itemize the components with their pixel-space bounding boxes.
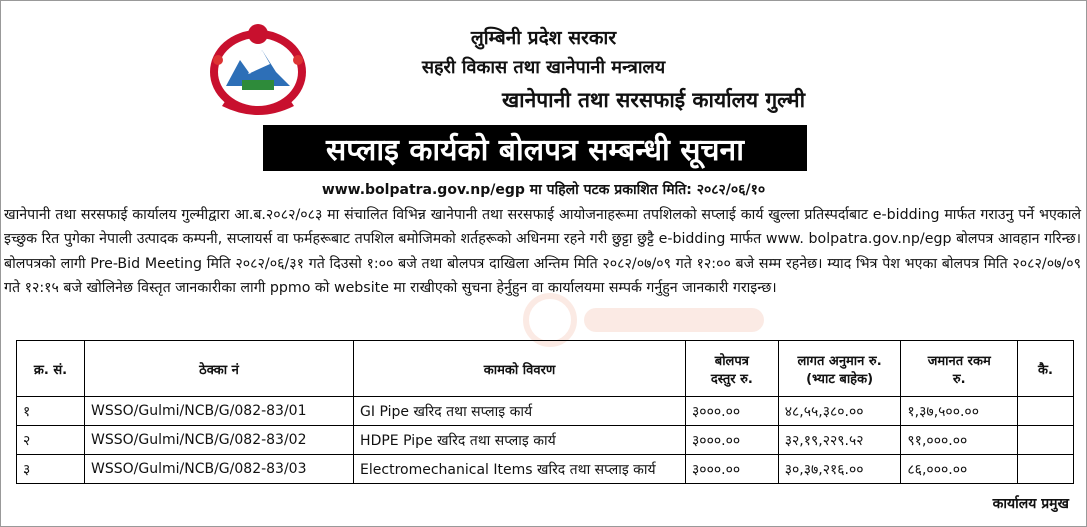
cell-contract: WSSO/Gulmi/NCB/G/082-83/01	[85, 397, 354, 426]
cell-cost: ३२,१९,२२९.५२	[778, 426, 901, 455]
cell-fee: ३०००.००	[686, 397, 779, 426]
header-deposit-line2: रु.	[952, 371, 966, 387]
header-cost	[778, 341, 901, 397]
cell-fee: ३०००.००	[686, 455, 779, 484]
header-cost-line1: लागत अनुमान रु.	[797, 353, 882, 369]
publication-line: www.bolpatra.gov.np/egp मा पहिलो पटक प्रकाशित मिति: २०८२/०६/१०	[321, 182, 766, 198]
header-contract: ठेक्का नं	[85, 341, 354, 397]
table-row	[17, 397, 1074, 426]
cell-description: Electromechanical Items खरिद तथा सप्लाइ कार्य	[354, 455, 686, 484]
header-deposit-line1: जमानत रकम	[927, 353, 991, 369]
header-cost-line2: (भ्याट बाहेक)	[806, 371, 874, 387]
office-name: खानेपानी तथा सरसफाई कार्यालय गुल्मी	[501, 88, 806, 112]
cell-contract: WSSO/Gulmi/NCB/G/082-83/03	[85, 455, 354, 484]
signature-title: कार्यालय प्रमुख	[992, 496, 1069, 512]
ministry-name: सहरी विकास तथा खानेपानी मन्त्रालय	[421, 57, 666, 78]
header-fee-line1: बोलपत्र	[714, 353, 749, 369]
cell-deposit: ९१,०००.००	[901, 426, 1018, 455]
government-name: लुम्बिनी प्रदेश सरकार	[470, 27, 617, 49]
cell-sn: ३	[17, 455, 85, 484]
cell-cost: ४८,५५,३८०.००	[778, 397, 901, 426]
cell-cost: ३०,३७,२१६.००	[778, 455, 901, 484]
header-description: कामको विवरण	[354, 341, 686, 397]
header-remarks: कै.	[1018, 341, 1074, 397]
tender-table	[16, 340, 1074, 484]
header-sn: क्र. सं.	[17, 341, 85, 397]
cell-description: HDPE Pipe खरिद तथा सप्लाइ कार्य	[354, 426, 686, 455]
notice-body: खानेपानी तथा सरसफाई कार्यालय गुल्मीद्वारा आ.ब.२०८२/०८३ मा संचालित विभिन्न खानेपानी तथा सरसफाई आयोजनाहरूमा तपशिलको सप्लाई कार्य खुल्ला प्रतिस्पर्दाबाट e-bidding मार्फत गराउनु पर्ने भएकाले इच्छुक रित पुगेका नेपाली उत्पादक कम्पनी, सप्लायर्स वा फर्महरूबाट तपशिल बमोजिमको शर्तहरूको अधिनमा रहने गरी छुट्टा छुट्टै e-bidding मार्फत www. bolpatra.gov.np/egp बोलपत्र आवहान गरिन्छ। बोलपत्रको लागी Pre-Bid Meeting मिति २०८२/०६/३१ गते दिउसो १:०० बजे तथा बोलपत्र दाखिला अन्तिम मिति २०८२/०७/०९ गते १२:०० बजे सम्म रहनेछ। म्याद भित्र पेश भएका बोलपत्र मिति २०८२/०७/०९ गते १२:१५ बजे खोलिनेछ विस्तृत जानकारीका लागी ppmo को website मा राखीएको सुचना हेर्नुहुन वा कार्यालयमा सम्पर्क गर्नुहुन जानकारी गराइन्छ।	[4, 207, 1081, 296]
cell-deposit: ८६,०००.००	[901, 455, 1018, 484]
cell-contract: WSSO/Gulmi/NCB/G/082-83/02	[85, 426, 354, 455]
table-row	[17, 426, 1074, 455]
table-header-row	[17, 341, 1074, 397]
notice-title-banner: सप्लाइ कार्यको बोलपत्र सम्बन्धी सूचना	[263, 125, 807, 171]
header-fee-line2: दस्तुर रु.	[710, 371, 753, 387]
cell-fee: ३०००.००	[686, 426, 779, 455]
cell-description: GI Pipe खरिद तथा सप्लाइ कार्य	[354, 397, 686, 426]
header-fee	[686, 341, 779, 397]
table-row	[17, 455, 1074, 484]
cell-remarks	[1018, 397, 1074, 426]
cell-remarks	[1018, 426, 1074, 455]
cell-sn: २	[17, 426, 85, 455]
cell-remarks	[1018, 455, 1074, 484]
cell-deposit: १,३७,५००.००	[901, 397, 1018, 426]
cell-sn: १	[17, 397, 85, 426]
header-deposit	[901, 341, 1018, 397]
